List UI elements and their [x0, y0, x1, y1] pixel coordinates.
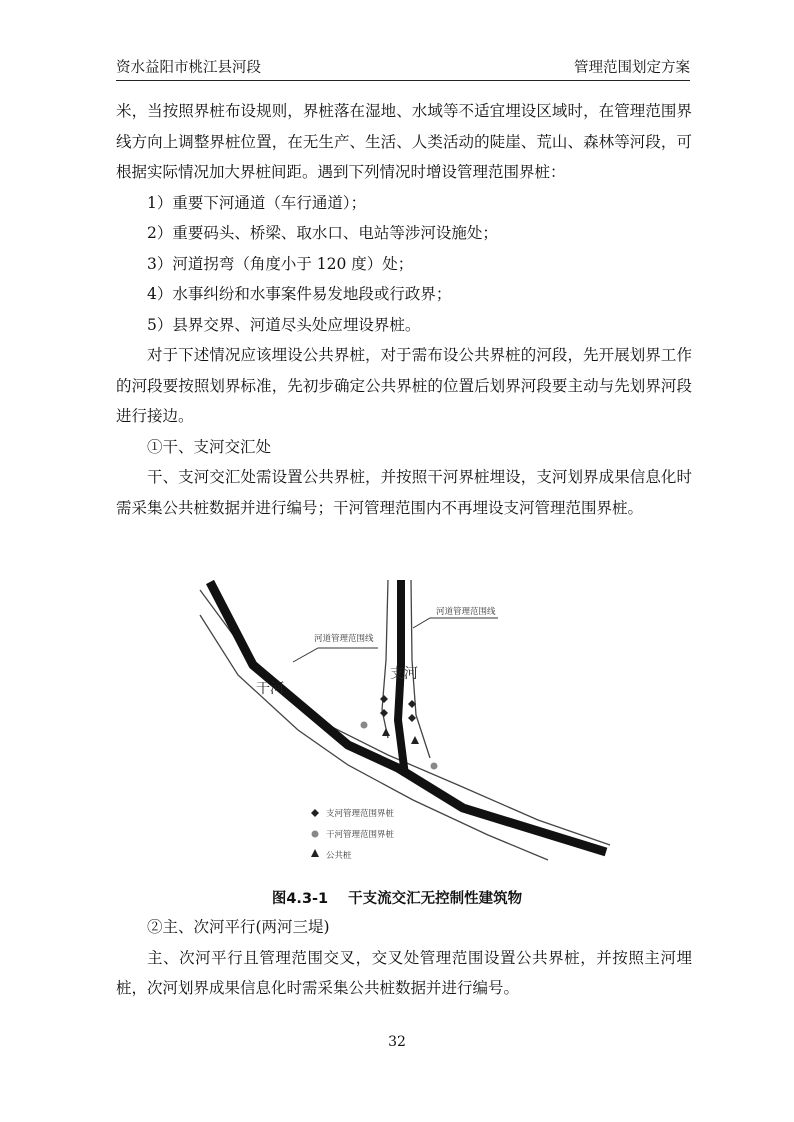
leader-line: [413, 618, 498, 628]
tributary-stake-marker: [408, 714, 416, 722]
page-number: 32: [388, 1034, 406, 1050]
caption-text: 干支流交汇无控制性建筑物: [348, 891, 523, 907]
body-text-continued: [116, 912, 692, 1004]
paragraph: 米，当按照界桩布设规则，界桩落在湿地、水域等不适宜埋设区域时，在管理范围界线方向上调整界桩位置，在无生产、生活、人类活动的陡崖、荒山、森林等河段，可根据实际情况加大界桩间距。遇到下列情况时增设管理范围界桩：: [116, 102, 692, 181]
page-header: [116, 54, 690, 81]
boundary-label-left: 河道管理范围线: [314, 634, 374, 644]
paragraph: 主、次河平行且管理范围交叉，交叉处管理范围设置公共界桩，并按照主河埋桩，次河划界成果信息化时需采集公共桩数据并进行编号。: [116, 948, 692, 997]
boundary-label-right: 河道管理范围线: [436, 607, 496, 617]
list-item: 1）重要下河通道（车行通道）；: [147, 193, 367, 212]
public-stake-marker: [382, 728, 390, 736]
main-river-stake-marker: [361, 722, 368, 729]
legend-triangle-icon: [311, 849, 319, 857]
legend-public-stake: 公共桩: [326, 851, 352, 861]
header-left-title: 资水益阳市桃江县河段: [116, 60, 261, 76]
tributary-label: 支河: [390, 666, 418, 682]
figure-legend: [311, 808, 395, 861]
main-river-label: 干河: [256, 681, 284, 697]
legend-diamond-icon: [311, 809, 319, 817]
paragraph: 对于下述情况应该埋设公共界桩，对于需布设公共界桩的河段，先开展划界工作的河段要按照划界标准，先初步确定公共界桩的位置后划界河段要主动与先划界河段进行接边。: [116, 346, 692, 425]
list-item: 4）水事纠纷和水事案件易发地段或行政界；: [147, 285, 452, 303]
legend-main-river-stake: 干河管理范围界桩: [326, 830, 395, 840]
body-text: [116, 96, 692, 523]
list-item: 3）河道拐弯（角度小于 120 度）处；: [147, 254, 414, 273]
section-heading: ②主、次河平行(两河三堤): [147, 918, 330, 936]
legend-tributary-stake: 支河管理范围界桩: [326, 809, 395, 819]
public-stake-marker: [411, 736, 419, 744]
caption-number: 图4.3-1: [271, 891, 329, 907]
river-diagram: [198, 570, 618, 868]
river-junction-figure: [198, 570, 618, 868]
main-river-lower-boundary: [200, 615, 548, 860]
leader-line: [293, 648, 378, 662]
section-heading: ①干、支河交汇处: [147, 437, 272, 456]
main-river-stake-marker: [431, 763, 438, 770]
list-item: 5）县界交界、河道尽头处应埋设界桩。: [147, 315, 421, 334]
legend-circle-icon: [312, 831, 319, 838]
header-right-title: 管理范围划定方案: [574, 60, 690, 76]
figure-caption: [0, 887, 794, 908]
paragraph: 干、支河交汇处需设置公共界桩，并按照干河界桩埋设，支河划界成果信息化时需采集公共桩数据并进行编号；干河管理范围内不再埋设支河管理范围界桩。: [116, 468, 692, 517]
list-item: 2）重要码头、桥梁、取水口、电站等涉河设施处；: [147, 224, 498, 242]
tributary-stake-marker: [380, 709, 388, 717]
main-river-line: [210, 582, 606, 852]
tributary-stake-marker: [380, 695, 388, 703]
